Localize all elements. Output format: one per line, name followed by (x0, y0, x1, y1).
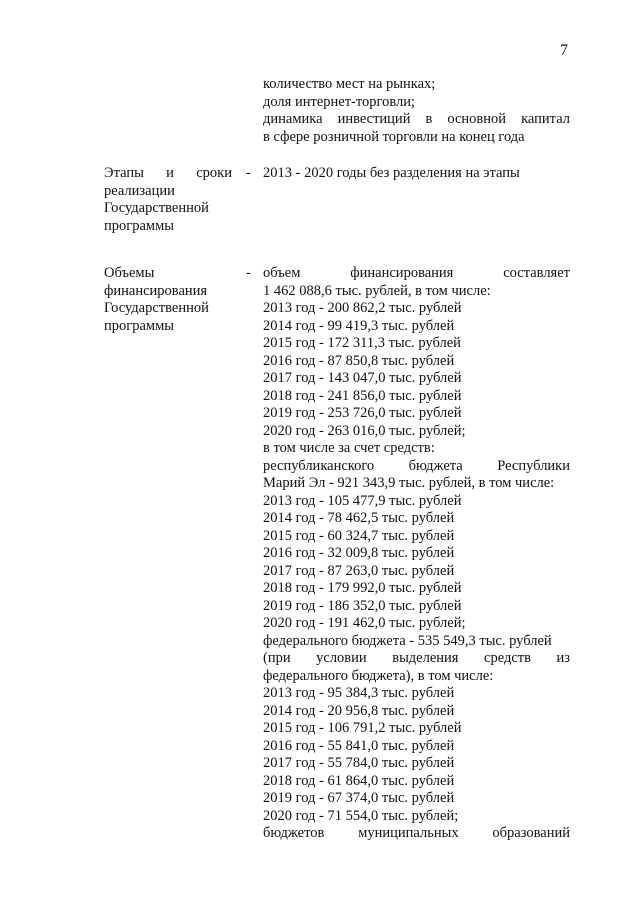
funding-line: 2016 год - 32 009,8 тыс. рублей (263, 545, 455, 561)
word: выделения (392, 650, 459, 666)
funding-line (263, 825, 570, 843)
funding-line: 2016 год - 55 841,0 тыс. рублей (263, 737, 455, 754)
indicator-line: в сфере розничной торговли на конец года (263, 128, 525, 145)
funding-line (263, 650, 570, 668)
funding-lines (263, 265, 570, 843)
stages-label-rest (104, 183, 246, 236)
word: образований (492, 825, 570, 841)
funding-label-line: Объемы (104, 265, 155, 281)
stages-label-line: реализации (104, 182, 175, 199)
word: условии (316, 650, 367, 666)
funding-line (263, 265, 570, 283)
page-number: 7 (560, 42, 568, 59)
funding-dash: - (246, 265, 251, 281)
funding-line: 2017 год - 55 784,0 тыс. рублей (263, 755, 455, 771)
stages-label (104, 165, 246, 235)
funding-line: федерального бюджета), в том числе: (263, 667, 494, 684)
word: из (556, 650, 570, 666)
funding-line: 2014 год - 20 956,8 тыс. рублей (263, 702, 455, 719)
funding-line: федерального бюджета - 535 549,3 тыс. рублей (263, 632, 552, 649)
funding-line: 2017 год - 143 047,0 тыс. рублей (263, 370, 462, 386)
stages-value-text: 2013 - 2020 годы без разделения на этапы (263, 165, 520, 181)
word: в (425, 111, 433, 127)
indicator-line: доля интернет-торговли; (263, 93, 416, 110)
stages-label-line: программы (104, 217, 174, 234)
word: бюджетов (263, 825, 325, 841)
funding-line: 2015 год - 60 324,7 тыс. рублей (263, 527, 455, 544)
indicator-list (263, 76, 570, 146)
indicator-line (263, 111, 570, 129)
indicator-line: количество мест на рынках; (263, 76, 436, 92)
word: капитал (521, 111, 570, 127)
stages-label-first-line (104, 165, 232, 183)
funding-line: 2019 год - 253 726,0 тыс. рублей (263, 405, 462, 421)
word: динамика (263, 111, 323, 127)
funding-line: 2017 год - 87 263,0 тыс. рублей (263, 562, 455, 579)
word: (при (263, 650, 291, 666)
funding-line: 2013 год - 200 862,2 тыс. рублей (263, 300, 462, 316)
word: сроки (196, 165, 232, 181)
word: Этапы (104, 165, 144, 181)
funding-line: в том числе за счет средств: (263, 440, 435, 456)
funding-line: 2018 год - 61 864,0 тыс. рублей (263, 772, 455, 789)
funding-line: 2020 год - 71 554,0 тыс. рублей; (263, 807, 459, 824)
word: основной (447, 111, 507, 127)
funding-line: 2018 год - 241 856,0 тыс. рублей (263, 387, 462, 404)
stages-dash: - (246, 165, 251, 181)
word: бюджета (408, 457, 463, 474)
funding-line: 2016 год - 87 850,8 тыс. рублей (263, 352, 455, 369)
funding-line: 2013 год - 95 384,3 тыс. рублей (263, 685, 455, 701)
funding-label-line: Государственной (104, 300, 209, 316)
funding-line: 2015 год - 172 311,3 тыс. рублей (263, 335, 461, 351)
funding-line: 2013 год - 105 477,9 тыс. рублей (263, 492, 462, 509)
funding-label-line: финансирования (104, 282, 208, 299)
funding-line: 2020 год - 191 462,0 тыс. рублей; (263, 615, 466, 631)
funding-line: 2014 год - 99 419,3 тыс. рублей (263, 317, 455, 334)
word: муниципальных (358, 825, 459, 841)
funding-line: 2020 год - 263 016,0 тыс. рублей; (263, 422, 466, 439)
funding-line: 2019 год - 186 352,0 тыс. рублей (263, 597, 462, 614)
word: составляет (503, 265, 570, 281)
word: и (166, 165, 174, 181)
funding-line: 2019 год - 67 374,0 тыс. рублей (263, 790, 455, 806)
stages-value (263, 165, 570, 183)
word: Республики (497, 457, 570, 474)
word: инвестиций (337, 111, 411, 127)
word: объем (263, 265, 301, 281)
funding-label-line: программы (104, 317, 174, 334)
funding-line: 2014 год - 78 462,5 тыс. рублей (263, 510, 455, 526)
stages-label-line: Государственной (104, 200, 209, 216)
word: средств (484, 650, 531, 666)
funding-line: Марий Эл - 921 343,9 тыс. рублей, в том числе: (263, 475, 555, 491)
funding-line (263, 458, 570, 476)
funding-line: 2015 год - 106 791,2 тыс. рублей (263, 720, 462, 736)
funding-label (104, 265, 246, 335)
word: финансирования (350, 265, 454, 281)
word: республиканского (263, 457, 375, 474)
funding-line: 1 462 088,6 тыс. рублей, в том числе: (263, 282, 491, 299)
funding-line: 2018 год - 179 992,0 тыс. рублей (263, 580, 462, 596)
